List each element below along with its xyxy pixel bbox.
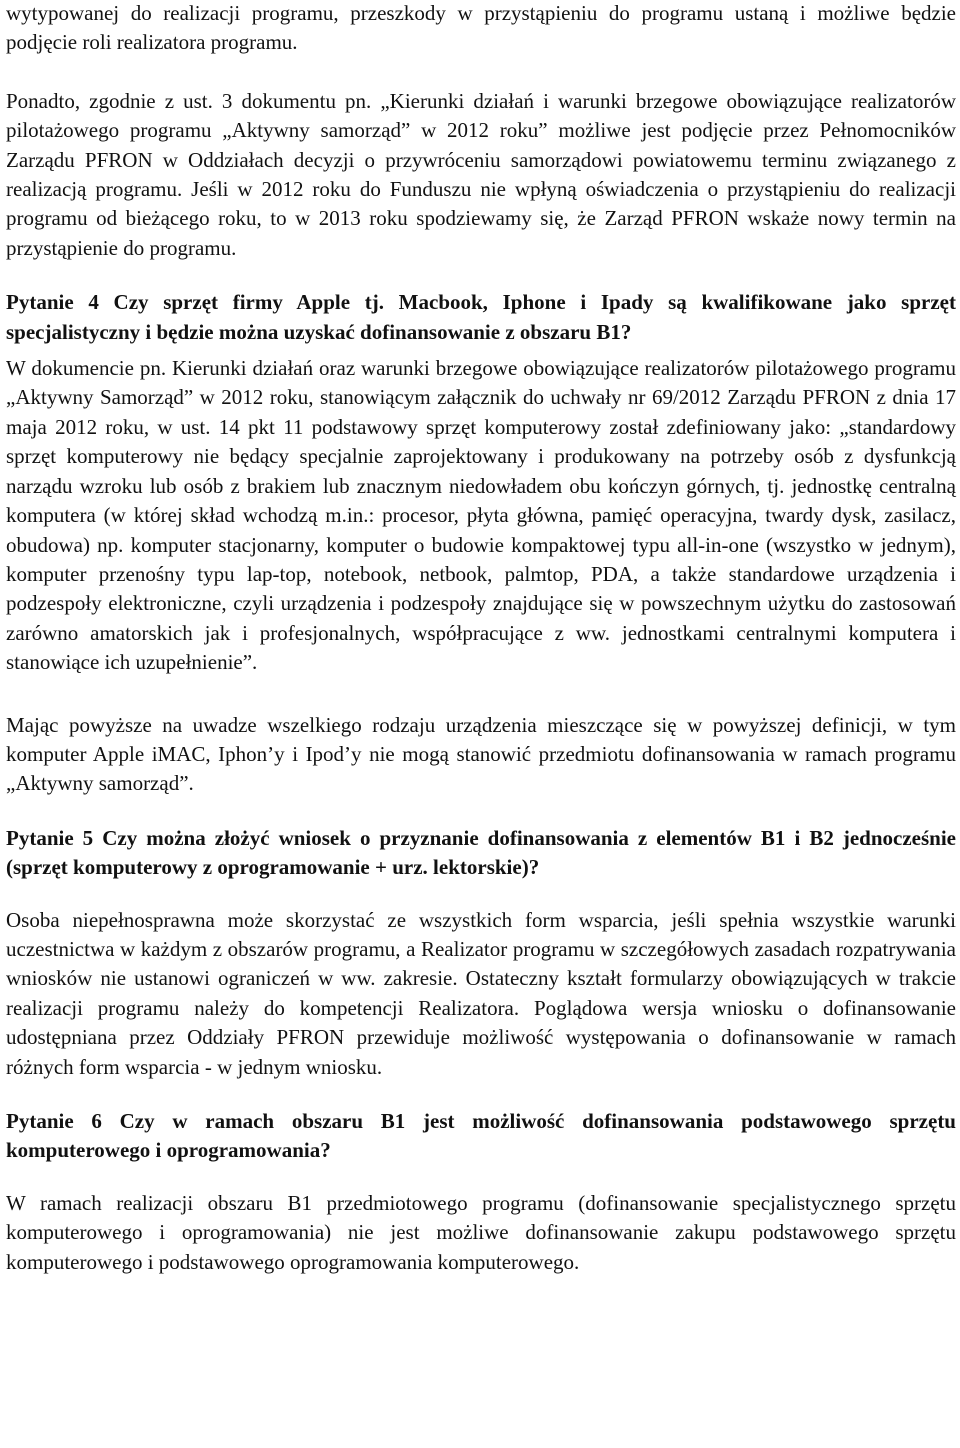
document-page xyxy=(6,0,956,1277)
question-6: Pytanie 6 Czy w ramach obszaru B1 jest możliwość dofinansowania podstawowego sprzętu komputerowego i oprogramowania? xyxy=(6,1109,956,1163)
paragraph-ponadto: Ponadto, zgodnie z ust. 3 dokumentu pn. „Kierunki działań i warunki brzegowe obowiązujące realizatorów pilotażowego programu „Aktywny samorząd” w 2012 roku” możliwe jest podjęcie przez Pełnomocników Zarządu PFRON w Oddziałach decyzji o przywróceniu samorządowi powiatowemu terminu związanego z realizacją programu. Jeśli w 2012 roku do Funduszu nie wpłyną oświadczenia o przystąpieniu do realizacji programu od bieżącego roku, to w 2013 roku spodziewamy się, że Zarząd PFRON wskaże nowy termin na przystąpienie do programu. xyxy=(6,88,956,260)
answer-4-paragraph-1: W dokumencie pn. Kierunki działań oraz warunki brzegowe obowiązujące realizatorów pilotażowego programu „Aktywny Samorząd” w 2012 roku, stanowiącym załącznik do uchwały nr 69/2012 Zarządu PFRON z dnia 17 maja 2012 roku, w ust. 14 pkt 11 podstawowy sprzęt komputerowy został zdefiniowany jako: „standardowy sprzęt komputerowy nie będący specjalnie zaprojektowany i produkowany na potrzeby osób z dysfunkcją narządu wzroku lub osób z brakiem lub znacznym niedowładem obu kończyn górnych, tj. jednostkę centralną komputera (w której skład wchodzą m.in.: procesor, płyta główna, pamięć operacyjna, twardy dysk, zasilacz, obudowa) np. komputer stacjonarny, komputer o budowie kompaktowej typu all-in-one (wszystko w jednym), komputer przenośny typu lap-top, notebook, netbook, palmtop, PDA, a także standardowe urządzenia i podzespoły elektroniczne, czyli urządzenia i podzespoły znajdujące się w powszechnym użytku do zastosowań zarówno amatorskich jak i profesjonalnych, współpracujące z ww. jednostkami centralnymi komputera i stanowiące ich uzupełnienie”. xyxy=(6,356,956,675)
question-5: Pytanie 5 Czy można złożyć wniosek o przyznanie dofinansowania z elementów B1 i B2 jednocześnie (sprzęt komputerowy z oprogramowanie + urz. lektorskie)? xyxy=(6,825,956,880)
answer-6: W ramach realizacji obszaru B1 przedmiotowego programu (dofinansowanie specjalistycznego sprzętu komputerowego i oprogramowania) nie jest możliwe dofinansowanie zakupu podstawowego sprzętu komputerowego i podstawowego oprogramowania komputerowego. xyxy=(6,1190,956,1274)
answer-5: Osoba niepełnosprawna może skorzystać ze wszystkich form wsparcia, jeśli spełnia wszystkie warunki uczestnictwa w każdym z obszarów programu, a Realizator programu w szczegółowych zasadach rozpatrywania wniosków nie ustanowi ograniczeń w ww. zakresie. Ostateczny kształt formularzy obowiązujących w trakcie realizacji programu należy do kompetencji Realizatora. Poglądowa wersja wniosku o dofinansowanie udostępniana przez Oddziały PFRON przewiduje możliwość występowania o dofinansowanie w ramach różnych form wsparcia - w jednym wniosku. xyxy=(6,907,956,1079)
paragraph-continuation: wytypowanej do realizacji programu, przeszkody w przystąpieniu do programu ustaną i możliwe będzie podjęcie roli realizatora programu. xyxy=(6,1,956,55)
answer-4-paragraph-2: Mając powyższe na uwadze wszelkiego rodzaju urządzenia mieszczące się w powyższej definicji, w tym komputer Apple iMAC, Iphon’y i Ipod’y nie mogą stanowić przedmiotu dofinansowania w ramach programu „Aktywny samorząd”. xyxy=(6,712,956,796)
question-4: Pytanie 4 Czy sprzęt firmy Apple tj. Macbook, Iphone i Ipady są kwalifikowane jako sprzęt specjalistyczny i będzie można uzyskać dofinansowanie z obszaru B1? xyxy=(6,290,956,344)
